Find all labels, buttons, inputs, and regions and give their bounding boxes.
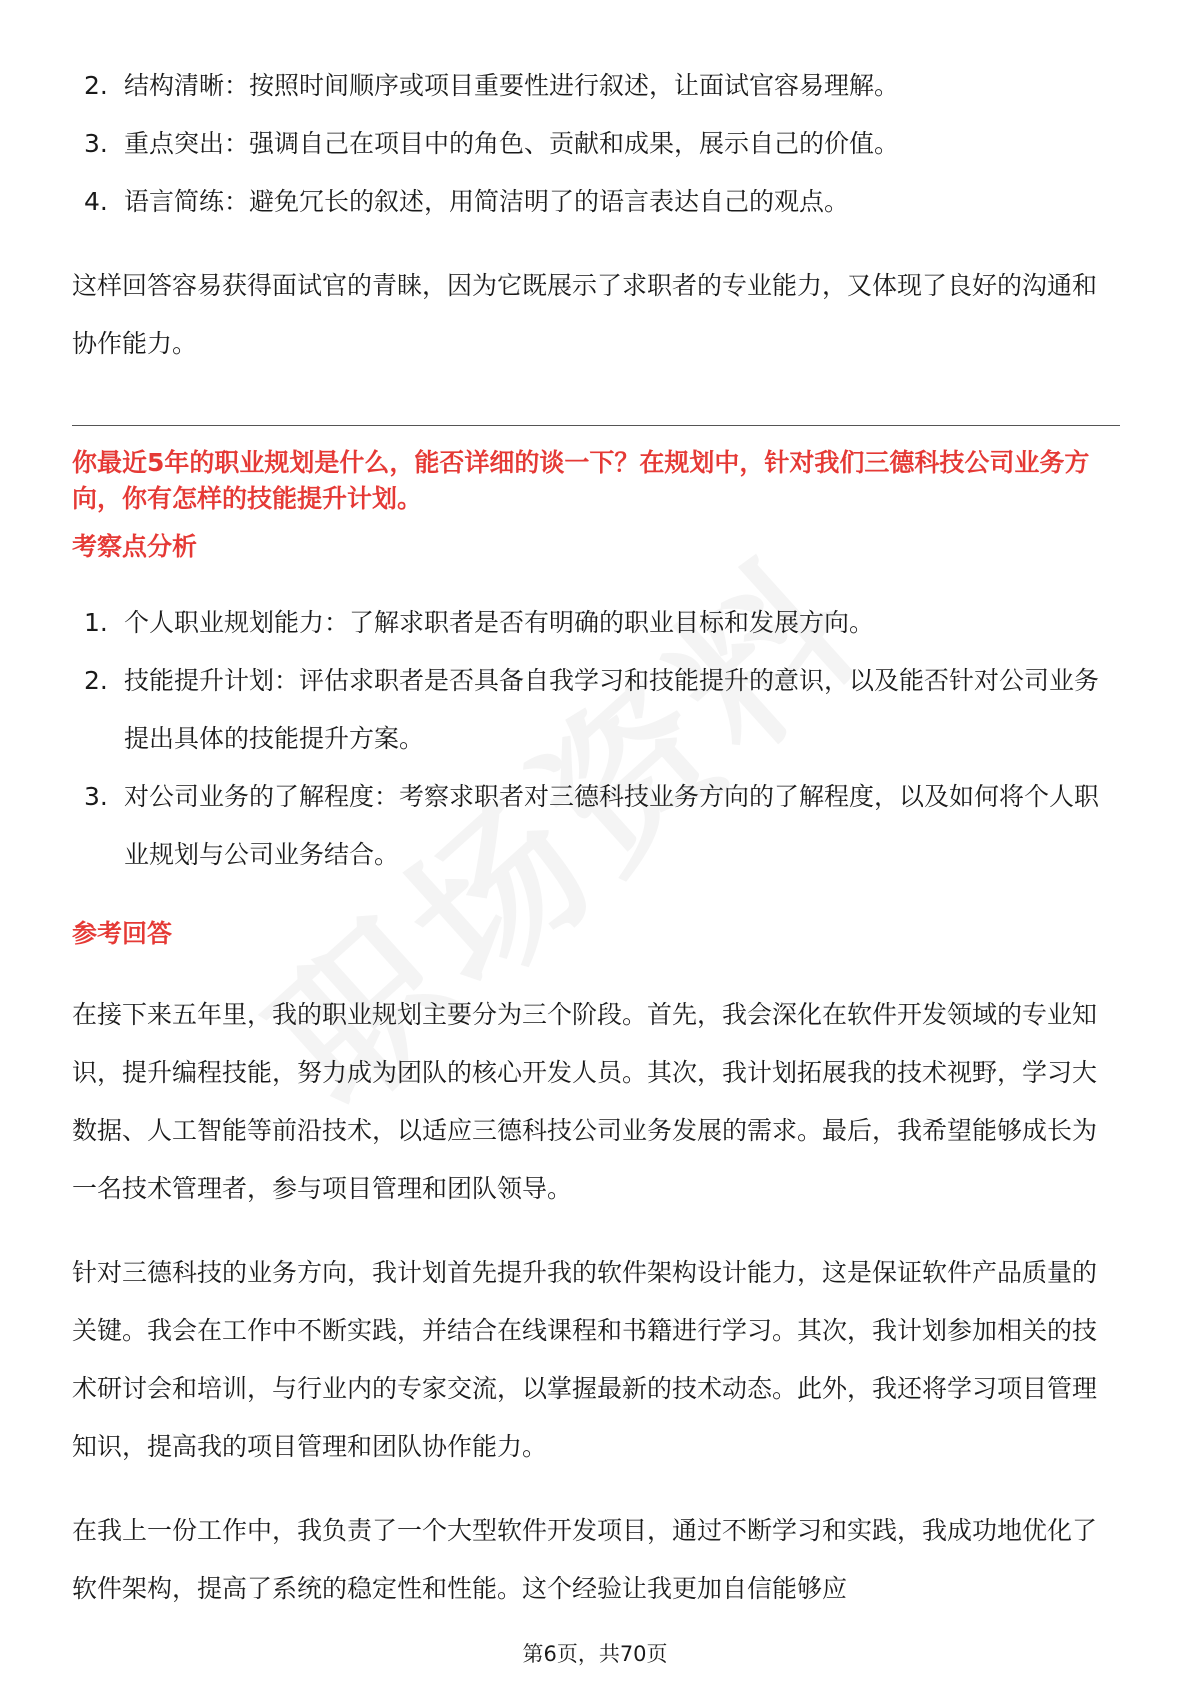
list-item-number: 4. [84,187,108,216]
list-item-text: 技能提升计划：评估求职者是否具备自我学习和技能提升的意识，以及能否针对公司业务提出具体的技能提升方案。 [124,666,1100,753]
interview-question: 你最近5年的职业规划是什么，能否详细的谈一下？在规划中，针对我们三德科技公司业务方向，你有怎样的技能提升计划。 [72,448,1090,513]
list-item-number: 3. [84,782,108,811]
analysis-heading: 考察点分析 [72,532,198,561]
page-content [72,0,1120,1618]
list-item-number: 1. [84,608,108,637]
list-item-number: 2. [84,666,108,695]
list-item [72,768,1120,884]
list-item [72,173,1120,231]
page-number-footer: 第6页，共70页 [522,1642,668,1666]
answer-paragraph: 针对三德科技的业务方向，我计划首先提升我的软件架构设计能力，这是保证软件产品质量的关键。我会在工作中不断实践，并结合在线课程和书籍进行学习。其次，我计划参加相关的技术研讨会和培训，与行业内的专家交流，以掌握最新的技术动态。此外，我还将学习项目管理知识，提高我的项目管理和团队协作能力。 [72,1258,1098,1461]
list-item [72,652,1120,768]
summary-paragraph: 这样回答容易获得面试官的青睐，因为它既展示了求职者的专业能力，又体现了良好的沟通和协作能力。 [72,271,1098,358]
answer-paragraph: 在我上一份工作中，我负责了一个大型软件开发项目，通过不断学习和实践，我成功地优化了软件架构，提高了系统的稳定性和性能。这个经验让我更加自信能够应 [72,1516,1098,1603]
answer-heading: 参考回答 [72,919,173,948]
section-divider [72,425,1120,426]
list-item-text: 重点突出：强调自己在项目中的角色、贡献和成果，展示自己的价值。 [124,129,900,158]
list-item [72,57,1120,115]
list-item-text: 个人职业规划能力：了解求职者是否有明确的职业目标和发展方向。 [124,608,875,637]
list-item-number: 3. [84,129,108,158]
list-item-text: 对公司业务的了解程度：考察求职者对三德科技业务方向的了解程度，以及如何将个人职业规划与公司业务结合。 [124,782,1100,869]
list-item [72,115,1120,173]
list-item [72,594,1120,652]
top-numbered-list [72,57,1120,231]
list-item-text: 语言简练：避免冗长的叙述，用简洁明了的语言表达自己的观点。 [124,187,850,216]
analysis-list [72,594,1120,884]
answer-paragraph: 在接下来五年里，我的职业规划主要分为三个阶段。首先，我会深化在软件开发领域的专业知识，提升编程技能，努力成为团队的核心开发人员。其次，我计划拓展我的技术视野，学习大数据、人工智能等前沿技术，以适应三德科技公司业务发展的需求。最后，我希望能够成长为一名技术管理者，参与项目管理和团队领导。 [72,1000,1098,1203]
list-item-number: 2. [84,71,108,100]
list-item-text: 结构清晰：按照时间顺序或项目重要性进行叙述，让面试官容易理解。 [124,71,900,100]
